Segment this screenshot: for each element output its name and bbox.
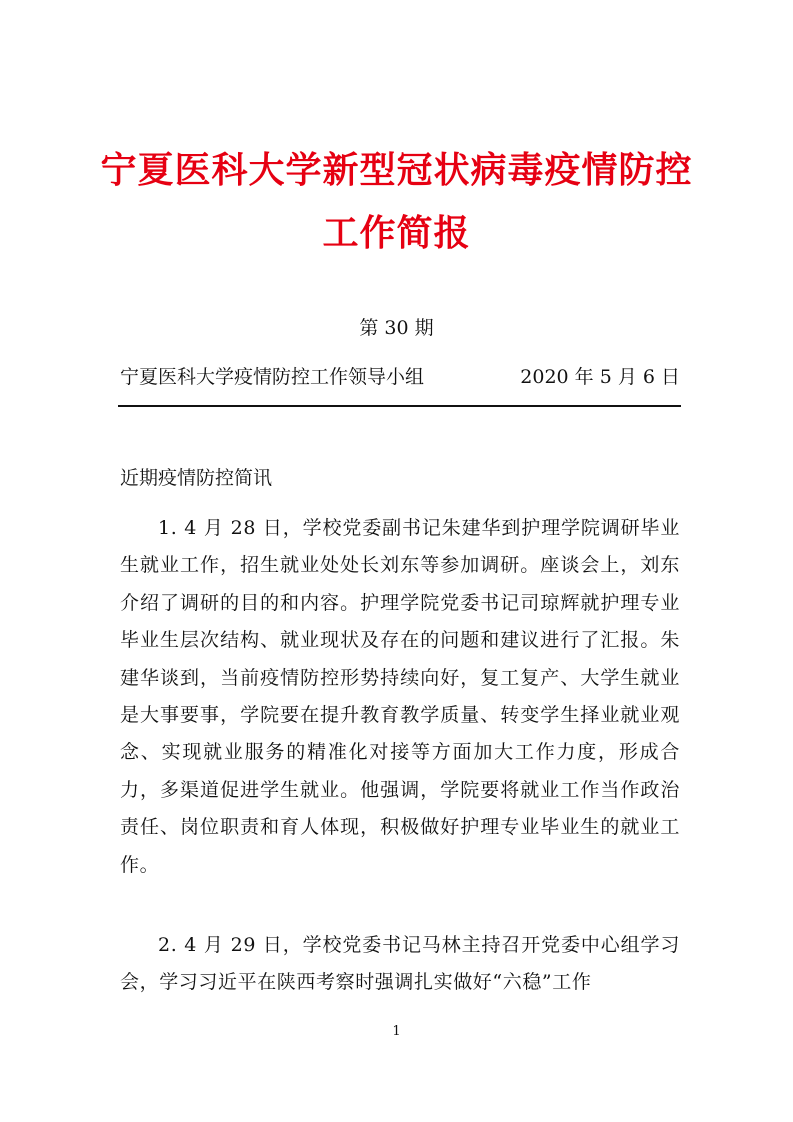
news-paragraph-1: 1. 4 月 28 日，学校党委副书记朱建华到护理学院调研毕业生就业工作，招生就业处处长刘东等参加调研。座谈会上，刘东介绍了调研的目的和内容。护理学院党委书记司琼辉就护理专业毕业生层次结构、就业现状及存在的问题和建议进行了汇报。朱建华谈到，当前疫情防控形势持续向好，复工复产、大学生就业是大事要事，学院要在提升教育教学质量、转变学生择业就业观念、实现就业服务的精准化对接等方面加大工作力度，形成合力，多渠道促进学生就业。他强调，学院要将就业工作当作政治责任、岗位职责和育人体现，积极做好护理专业毕业生的就业工作。 [120, 517, 680, 876]
header-divider [118, 405, 681, 407]
issue-date: 2020 年 5 月 6 日 [520, 366, 680, 388]
issuer-date-row [120, 363, 680, 393]
document-title-line-2: 工作简报 [322, 212, 471, 254]
document-title-line-1: 宁夏医科大学新型冠状病毒疫情防控 [100, 149, 693, 191]
section-heading: 近期疫情防控简讯 [120, 467, 273, 489]
issue-number: 第 30 期 [359, 317, 434, 339]
news-paragraph-2: 2. 4 月 29 日，学校党委书记马林主持召开党委中心组学习会，学习习近平在陕西考察时强调扎实做好“六稳”工作 [120, 934, 680, 994]
page-number: 1 [392, 1024, 401, 1039]
issuer-name: 宁夏医科大学疫情防控工作领导小组 [120, 366, 425, 388]
